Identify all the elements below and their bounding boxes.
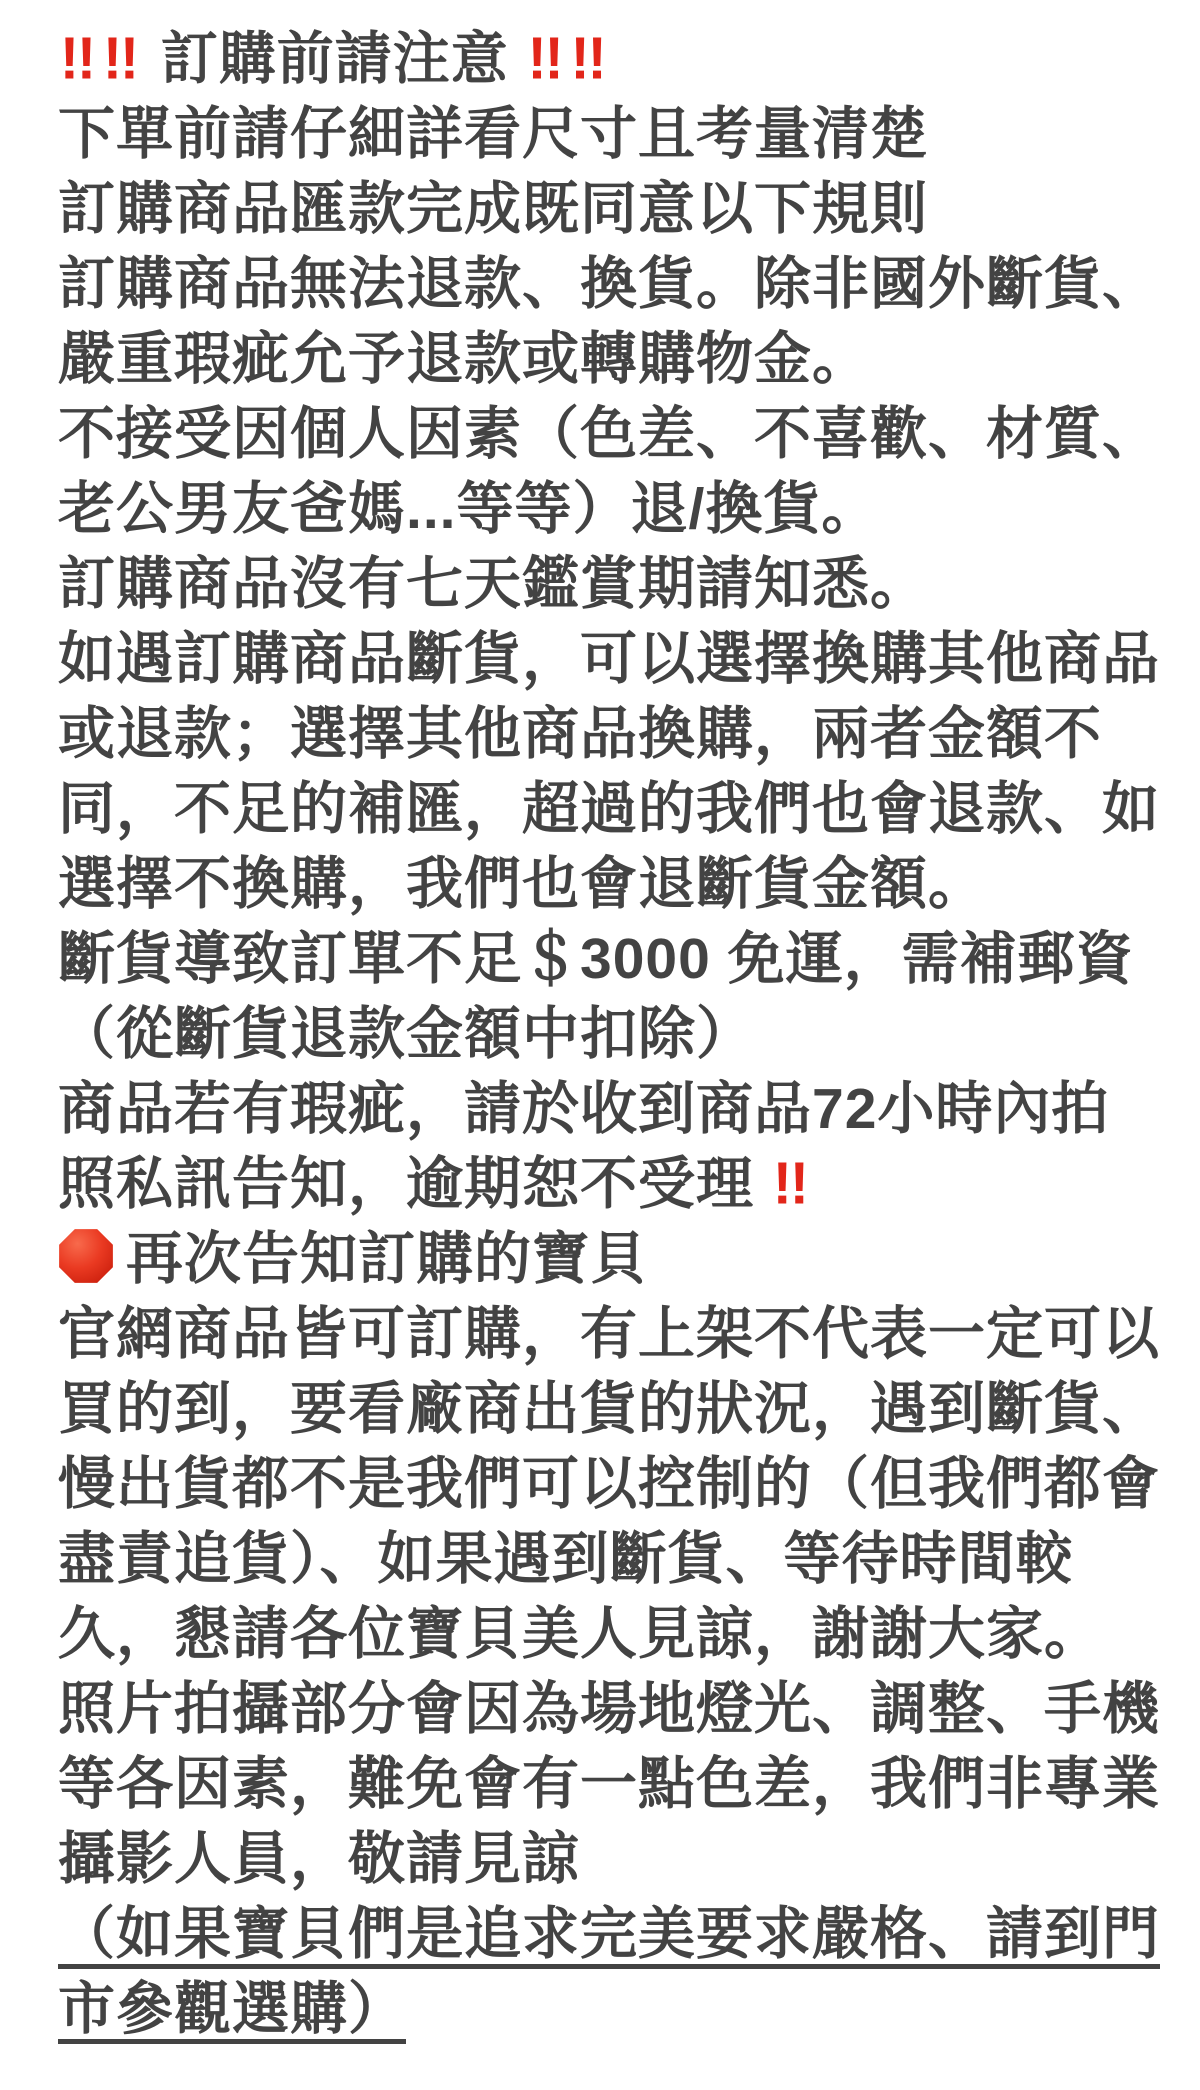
stop-sign-icon [58,1228,114,1284]
notice-line-9 [58,622,1170,697]
notice-text: 選擇不換購，我們也會退斷貨金額。 [58,852,986,916]
double-exclamation-icon: !! [772,1150,807,1218]
double-exclamation-icon: !! [60,25,94,93]
notice-text: 訂購前請注意 [143,27,526,91]
notice-line-21 [58,1522,1170,1597]
notice-line-17 [58,1222,1170,1297]
notice-line-15 [58,1072,1170,1147]
notice-text: （如果寶貝們是追求完美要求嚴格、請到門 [58,1902,1160,1966]
notice-text: 照片拍攝部分會因為場地燈光、調整、手機 [58,1677,1160,1741]
notice-text: 不接受因個人因素（色差、不喜歡、材質、 [58,402,1160,466]
notice-line-8 [58,547,1170,622]
notice-line-7 [58,472,1170,547]
notice-line-19 [58,1372,1170,1447]
notice-line-20 [58,1447,1170,1522]
notice-text: 官網商品皆可訂購，有上架不代表一定可以 [58,1302,1160,1366]
notice-text: 或退款；選擇其他商品換購，兩者金額不 [58,702,1102,766]
notice-line-25 [58,1822,1170,1897]
notice-line-13 [58,922,1170,997]
notice-text: 再次告知訂購的寶貝 [126,1227,648,1291]
notice-text: 盡責追貨）、如果遇到斷貨、等待時間較 [58,1527,1074,1591]
notice-line-4 [58,247,1170,322]
notice-line-1 [58,22,1170,97]
notice-line-26 [58,1897,1170,1972]
notice-line-11 [58,772,1170,847]
notice-text: （從斷貨退款金額中扣除） [58,1002,754,1066]
notice-text: 斷貨導致訂單不足＄3000 免運，需補郵資 [58,927,1134,991]
notice-text: 商品若有瑕疵，請於收到商品72小時內拍 [58,1077,1110,1141]
notice-line-6 [58,397,1170,472]
notice-text: 下單前請仔細詳看尺寸且考量清楚 [58,102,928,166]
notice-line-22 [58,1597,1170,1672]
notice-text: 嚴重瑕疵允予退款或轉購物金。 [58,327,870,391]
notice-text: 同，不足的補匯，超過的我們也會退款、如 [58,777,1160,841]
notice-text: 訂購商品匯款完成既同意以下規則 [58,177,928,241]
notice-line-24 [58,1747,1170,1822]
notice-text: 如遇訂購商品斷貨，可以選擇換購其他商品 [58,627,1160,691]
notice-text: 慢出貨都不是我們可以控制的（但我們都會 [58,1452,1160,1516]
notice-text: 照私訊告知，逾期恕不受理 [58,1152,771,1216]
notice-line-14 [58,997,1170,1072]
notice-text: 買的到，要看廠商出貨的狀況，遇到斷貨、 [58,1377,1160,1441]
notice-text: 等各因素，難免會有一點色差，我們非專業 [58,1752,1160,1816]
notice-line-23 [58,1672,1170,1747]
double-exclamation-icon: !! [102,25,137,93]
notice-text: 訂購商品無法退款、換貨。除非國外斷貨、 [58,252,1160,316]
notice-line-18 [58,1297,1170,1372]
double-exclamation-icon: !! [527,25,562,93]
notice-text: 久，懇請各位寶貝美人見諒，謝謝大家。 [58,1602,1102,1666]
double-exclamation-icon: !! [570,25,605,93]
notice-line-2 [58,97,1170,172]
notice-line-12 [58,847,1170,922]
notice-line-3 [58,172,1170,247]
notice-line-16 [58,1147,1170,1222]
notice-text: 老公男友爸媽...等等）退/換貨。 [58,477,880,541]
notice-line-10 [58,697,1170,772]
notice-text: 訂購商品沒有七天鑑賞期請知悉。 [58,552,928,616]
notice-text: 市參觀選購） [58,1977,406,2041]
notice-text: 攝影人員，敬請見諒 [58,1827,580,1891]
notice-line-5 [58,322,1170,397]
notice-line-27 [58,1972,1170,2047]
